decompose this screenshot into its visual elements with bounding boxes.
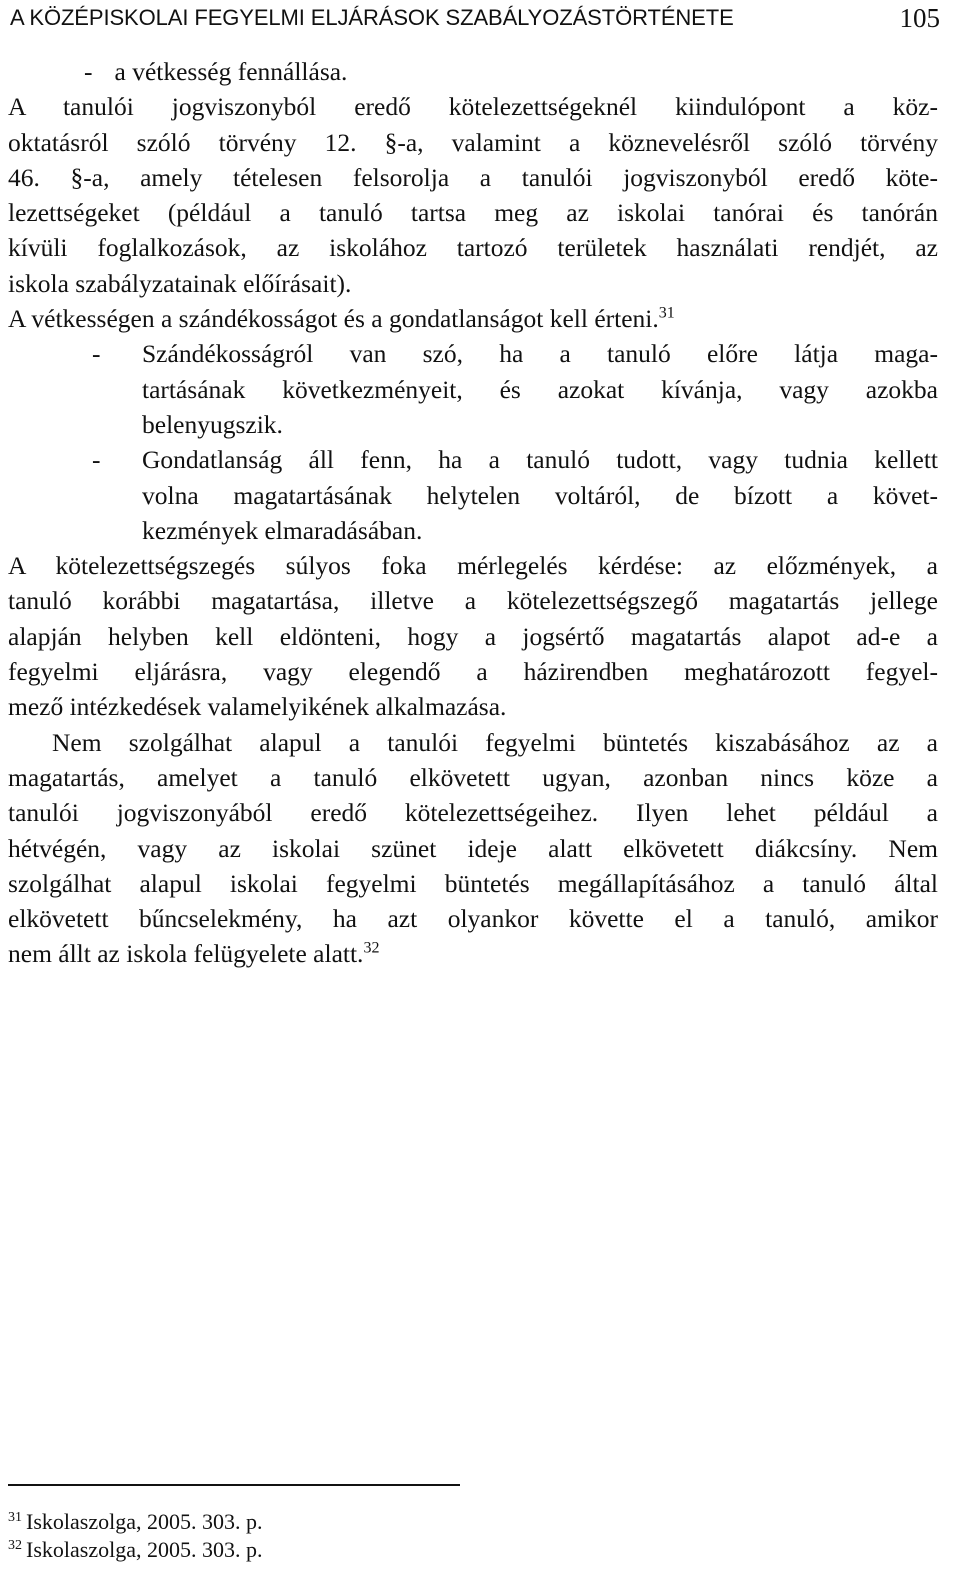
footnote [8,1508,608,1536]
footnote [8,1536,608,1564]
bullet-item [8,54,938,89]
bullet-text: kezmények elmaradásában. [142,515,423,545]
body-text [8,54,938,972]
bullet-text: tartásának következményeit, és azokat kívánja, vagy azokba [142,374,938,404]
page-number: 105 [899,3,940,33]
text-line: szolgálhat alapul iskolai fegyelmi büntetés megállapításához a tanuló által [8,868,938,898]
paragraph [8,725,938,972]
text-line: alapján helyben kell eldönteni, hogy a jogsértő magatartás alapot ad-e a [8,621,938,651]
text-line: elkövetett bűncselekmény, ha azt olyankor követte el a tanuló, amikor [8,904,938,934]
paragraph [8,89,938,301]
text-line: iskola szabályzatainak előírásait). [8,268,352,298]
bullet-dash: - [92,339,101,369]
paragraph [8,548,938,724]
text-line: oktatásról szóló törvény 12. §-a, valamint a köznevelésről szóló törvény [8,127,938,157]
text-line: A vétkességen a szándékosságot és a gondatlanságot kell érteni. [8,304,659,334]
text-line: Nem szolgálhat alapul a tanulói fegyelmi büntetés kiszabásához az a [52,727,938,757]
text-line: fegyelmi eljárásra, vagy elegendő a házirendben meghatározott fegyel- [8,657,938,687]
bullet-dash: - [84,57,93,86]
text-line: A kötelezettségszegés súlyos foka mérlegelés kérdése: az előzmények, a [8,551,938,581]
bullet-text: belenyugszik. [142,409,283,439]
footnote-text: Iskolaszolga, 2005. 303. p. [26,1509,263,1534]
text-line: kívüli foglalkozások, az iskolához tartozó területek használati rendjét, az [8,233,938,263]
footnote-number: 32 [8,1537,22,1553]
footnote-ref: 31 [658,304,675,322]
text-line: lezettségeket (például a tanuló tartsa meg az iskolai tanórai és tanórán [8,198,938,228]
text-line: mező intézkedések valamelyikének alkalmazása. [8,692,507,722]
footnote-number: 31 [8,1509,22,1525]
paragraph-line [8,936,938,971]
footnotes [8,1508,608,1564]
paragraph-line [8,301,938,336]
text-line: tanulói jogviszonyából eredő kötelezettségeihez. Ilyen lehet például a [8,798,938,828]
bullet-text: a vétkesség fennállása. [114,57,348,86]
bullet-dash: - [92,445,101,475]
bullet-text: volna magatartásának helytelen voltáról, de bízott a követ- [142,480,938,510]
text-line: tanuló korábbi magatartása, illetve a kötelezettségszegő magatartás jellege [8,586,938,616]
header-title: A KÖZÉPISKOLAI FEGYELMI ELJÁRÁSOK SZABÁLYOZÁSTÖRTÉNETE [10,5,734,30]
text-line: hétvégén, vagy az iskolai szünet ideje alatt elkövetett diákcsíny. Nem [8,833,938,863]
footnote-divider [8,1484,460,1486]
footnote-text: Iskolaszolga, 2005. 303. p. [26,1537,263,1562]
bullet-item [8,442,938,548]
footnote-ref: 32 [363,939,380,957]
text-line: magatartás, amelyet a tanuló elkövetett ugyan, azonban nincs köze a [8,762,938,792]
text-line: A tanulói jogviszonyból eredő kötelezettségeknél kiindulópont a köz- [8,92,938,122]
bullet-text: Szándékosságról van szó, ha a tanuló előre látja maga- [142,339,938,369]
running-header [10,0,940,40]
bullet-item [8,336,938,442]
text-line: 46. §-a, amely tételesen felsorolja a tanulói jogviszonyból eredő köte- [8,162,938,192]
text-line: nem állt az iskola felügyelete alatt. [8,939,364,969]
bullet-text: Gondatlanság áll fenn, ha a tanuló tudott, vagy tudnia kellett [142,445,938,475]
